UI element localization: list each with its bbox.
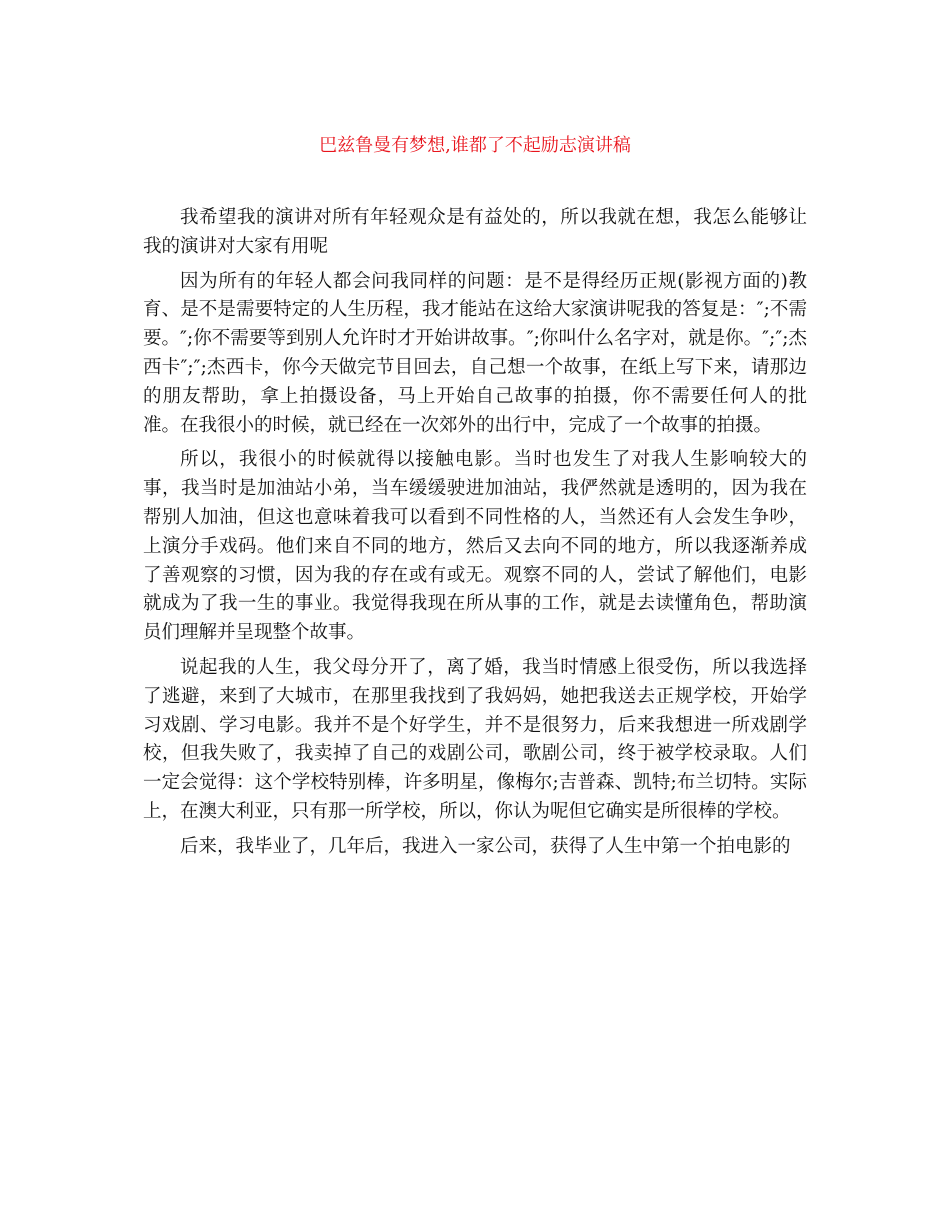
paragraph-4: 说起我的人生，我父母分开了，离了婚，我当时情感上很受伤，所以我选择了逃避，来到了大城市，在那里我找到了我妈妈，她把我送去正规学校，开始学习戏剧、学习电影。我并不是个好学生，并不是很努力，后来我想进一所戏剧学校，但我失败了，我卖掉了自己的戏剧公司，歌剧公司，终于被学校录取。人们一定会觉得：这个学校特别棒，许多明星，像梅尔;吉普森、凯特;布兰切特。实际上，在澳大利亚，只有那一所学校，所以，你认为呢但它确实是所很棒的学校。 — [143, 656, 807, 822]
paragraph-3: 所以，我很小的时候就得以接触电影。当时也发生了对我人生影响较大的事，我当时是加油站小弟，当车缓缓驶进加油站，我俨然就是透明的，因为我在帮别人加油，但这也意味着我可以看到不同性格的人，当然还有人会发生争吵，上演分手戏码。他们来自不同的地方，然后又去向不同的地方，所以我逐渐养成了善观察的习惯，因为我的存在或有或无。观察不同的人，尝试了解他们，电影就成为了我一生的事业。我觉得我现在所从事的工作，就是去读懂角色，帮助演员们理解并呈现整个故事。 — [143, 449, 807, 644]
paragraph-2: 因为所有的年轻人都会问我同样的问题：是不是得经历正规(影视方面的)教育、是不是需要特定的人生历程，我才能站在这给大家演讲呢我的答复是：″;不需要。″;你不需要等到别人允许时才开始讲故事。″;你叫什么名字对，就是你。″;″;杰西卡″;″;杰西卡，你今天做完节目回去，自己想一个故事，在纸上写下来，请那边的朋友帮助，拿上拍摄设备，马上开始自己故事的拍摄，你不需要任何人的批准。在我很小的时候，就已经在一次郊外的出行中，完成了一个故事的拍摄。 — [143, 270, 807, 436]
document-title: 巴兹鲁曼有梦想,谁都了不起励志演讲稿 — [319, 135, 631, 156]
paragraph-1: 我希望我的演讲对所有年轻观众是有益处的，所以我就在想，我怎么能够让我的演讲对大家有用呢 — [143, 207, 807, 257]
document-body — [143, 204, 807, 868]
paragraph-5: 后来，我毕业了，几年后，我进入一家公司，获得了人生中第一个拍电影的 — [180, 835, 791, 857]
